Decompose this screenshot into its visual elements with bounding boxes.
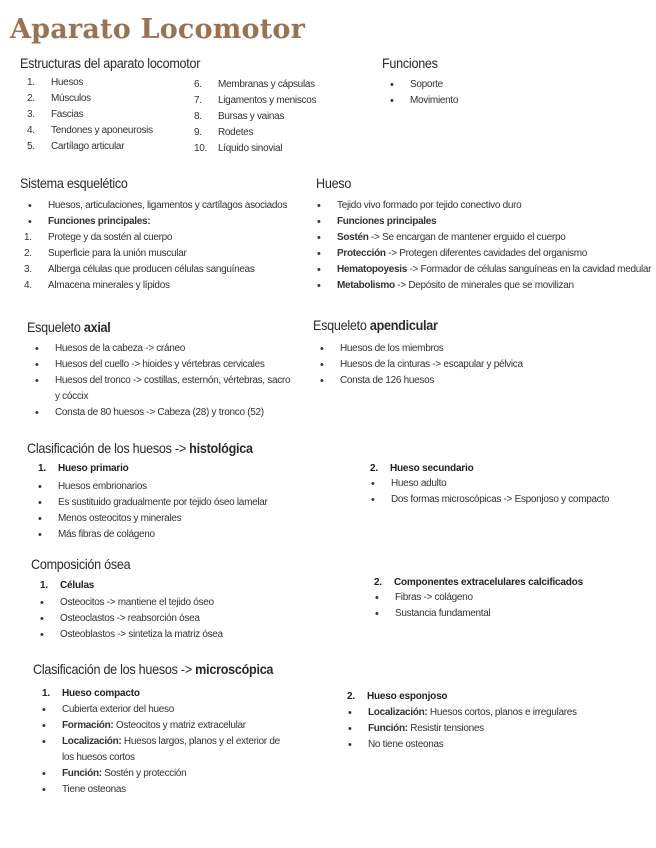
apendicular-heading: Esqueleto apendicular <box>313 317 438 333</box>
list-item: • Huesos del cuello -> hioides y vértebras cervicales <box>31 357 296 373</box>
funciones-list <box>386 77 458 109</box>
list-item: • Localización: Huesos largos, planos y el exterior de los huesos cortos <box>38 734 283 766</box>
sistema-list <box>24 198 287 294</box>
list-item: • Huesos de los miembros <box>316 341 523 357</box>
funciones-heading: Funciones <box>382 55 438 71</box>
estructuras-heading: Estructuras del aparato locomotor <box>20 55 201 71</box>
list-item: • Funciones principales: <box>24 214 287 230</box>
hueso-list <box>313 198 651 294</box>
list-item: • No tiene osteonas <box>344 737 577 753</box>
list-item: • Tiene osteonas <box>38 782 283 798</box>
list-item: • Tejido vivo formado por tejido conectivo duro <box>313 198 651 214</box>
celulas-heading: 1. Células <box>40 580 95 591</box>
composicion-heading: Composición ósea <box>31 556 131 572</box>
list-item: • Fibras -> colágeno <box>371 590 490 606</box>
list-item: 9. Rodetes <box>194 127 254 138</box>
list-item: • Consta de 80 huesos -> Cabeza (28) y tronco (52) <box>31 405 296 421</box>
list-item: • Osteoblastos -> sintetiza la matriz ósea <box>36 627 223 643</box>
list-item: 10. Líquido sinovial <box>194 143 283 154</box>
list-item: • Movimiento <box>386 93 458 109</box>
list-item: 8. Bursas y vainas <box>194 111 285 122</box>
hueso-esponjoso-heading: 2. Hueso esponjoso <box>347 691 448 702</box>
list-item: • Sostén -> Se encargan de mantener erguido el cuerpo <box>313 230 651 246</box>
histologica-heading: Clasificación de los huesos -> histológica <box>27 440 253 456</box>
list-item: • Osteocitos -> mantiene el tejido óseo <box>36 595 223 611</box>
axial-heading: Esqueleto axial <box>27 319 111 335</box>
microscopica-heading: Clasificación de los huesos -> microscópica <box>33 661 274 677</box>
list-item: • Osteoclastos -> reabsorción ósea <box>36 611 223 627</box>
apendicular-list <box>316 341 523 389</box>
list-item: • Huesos de la cinturas -> escapular y pélvica <box>316 357 523 373</box>
list-item: • Metabolismo -> Depósito de minerales que se movilizan <box>313 278 651 294</box>
list-item: • Sustancia fundamental <box>371 606 490 622</box>
list-item: • Dos formas microscópicas -> Esponjoso y compacto <box>367 492 609 508</box>
list-item: • Hueso adulto <box>367 476 609 492</box>
list-item: • Funciones principales <box>313 214 651 230</box>
hueso-secundario-list <box>367 476 609 508</box>
list-item: • Huesos de la cabeza -> cráneo <box>31 341 296 357</box>
axial-list <box>31 341 296 421</box>
list-item: • Menos osteocitos y minerales <box>34 511 268 527</box>
list-item: • Formación: Osteocitos y matriz extracelular <box>38 718 283 734</box>
hueso-heading: Hueso <box>316 175 352 191</box>
list-item: • Función: Resistir tensiones <box>344 721 577 737</box>
list-item: • Localización: Huesos cortos, planos e irregulares <box>344 705 577 721</box>
list-item: • Huesos del tronco -> costillas, esternón, vértebras, sacro y cóccix <box>31 373 296 405</box>
list-item: • Hematopoyesis -> Formador de células sanguíneas en la cavidad medular <box>313 262 651 278</box>
list-item: 6. Membranas y cápsulas <box>194 79 315 90</box>
estructuras-list-2 <box>194 77 316 157</box>
list-item: 1. Protege y da sostén al cuerpo <box>24 232 173 243</box>
celulas-list <box>36 595 223 643</box>
list-item: • Cubierta exterior del hueso <box>38 702 283 718</box>
list-item: 2. Músculos <box>27 93 91 104</box>
list-item: • Huesos embrionarios <box>34 479 268 495</box>
list-item: 5. Cartílago articular <box>27 141 125 152</box>
hueso-secundario-heading: 2. Hueso secundario <box>370 463 474 474</box>
list-item: 7. Ligamentos y meniscos <box>194 95 317 106</box>
list-item: 3. Fascias <box>27 109 84 120</box>
hueso-compacto-list <box>38 702 283 798</box>
list-item: 3. Alberga células que producen células sanguíneas <box>24 264 255 275</box>
list-item: • Más fibras de colágeno <box>34 527 268 543</box>
componentes-heading: 2. Componentes extracelulares calcificados <box>374 577 583 588</box>
sistema-heading: Sistema esquelético <box>20 175 128 191</box>
list-item: 1. Huesos <box>27 77 84 88</box>
list-item: 4. Almacena minerales y lípidos <box>24 280 170 291</box>
list-item: • Huesos, articulaciones, ligamentos y cartílagos asociados <box>24 198 287 214</box>
page-title: Aparato Locomotor <box>10 14 306 45</box>
list-item: • Soporte <box>386 77 458 93</box>
componentes-list <box>371 590 490 622</box>
hueso-primario-heading: 1. Hueso primario <box>38 463 129 474</box>
list-item: 2. Superficie para la unión muscular <box>24 248 187 259</box>
hueso-primario-list <box>34 479 268 543</box>
list-item: • Protección -> Protegen diferentes cavidades del organismo <box>313 246 651 262</box>
list-item: • Consta de 126 huesos <box>316 373 523 389</box>
estructuras-list-1 <box>27 75 153 155</box>
list-item: 4. Tendones y aponeurosis <box>27 125 153 136</box>
hueso-esponjoso-list <box>344 705 577 753</box>
hueso-compacto-heading: 1. Hueso compacto <box>42 688 140 699</box>
list-item: • Es sustituido gradualmente por tejido óseo lamelar <box>34 495 268 511</box>
list-item: • Función: Sostén y protección <box>38 766 283 782</box>
